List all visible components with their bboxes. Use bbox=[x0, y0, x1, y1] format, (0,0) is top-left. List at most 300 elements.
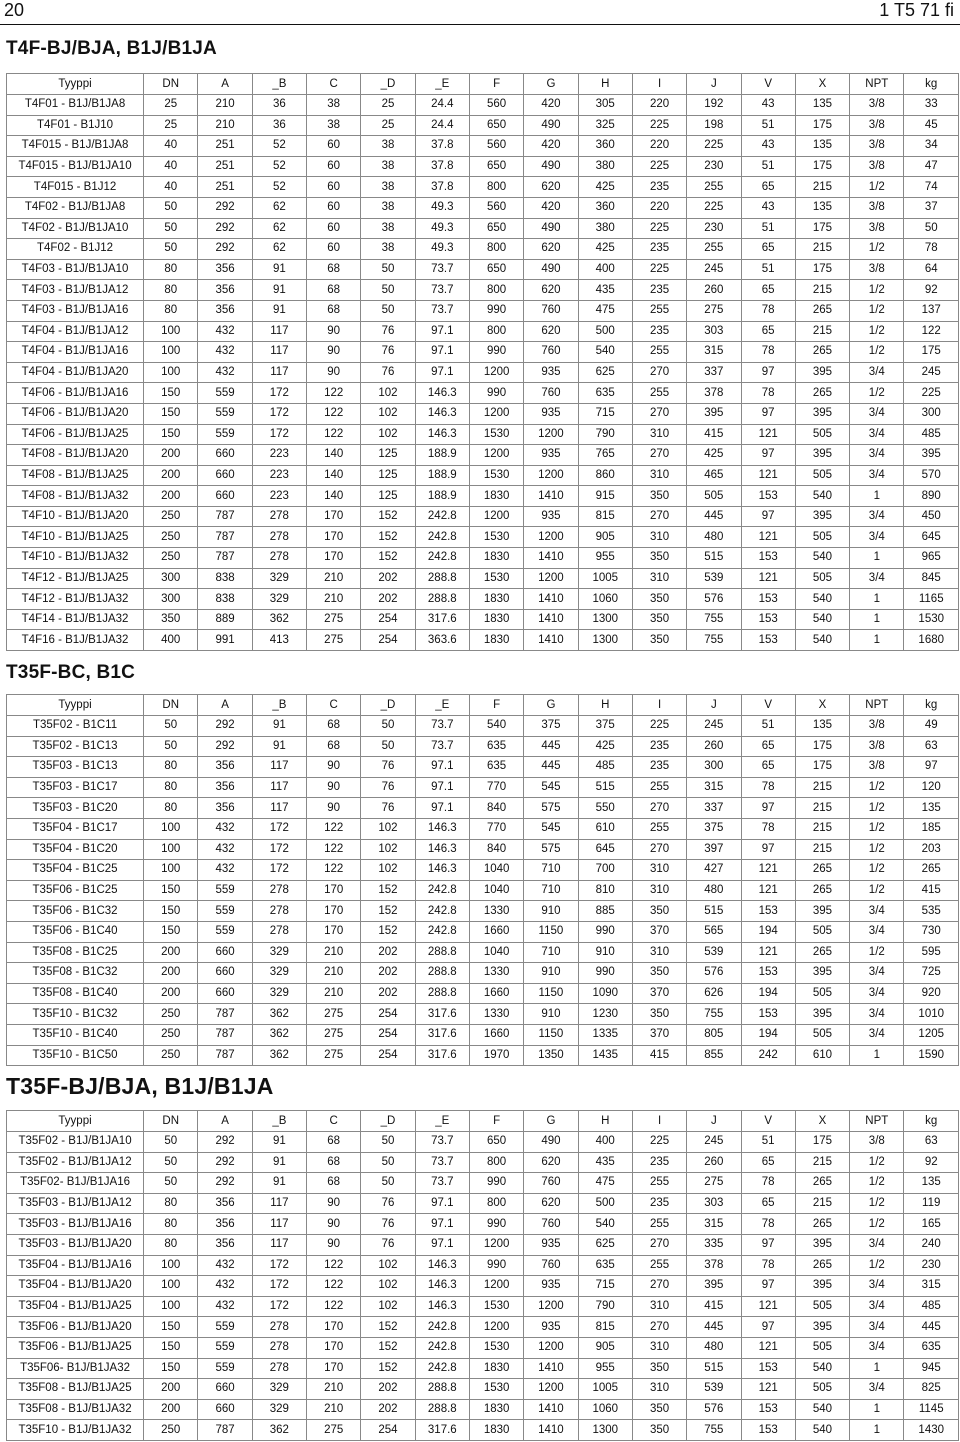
value-cell: 620 bbox=[524, 1152, 578, 1173]
value-cell: 215 bbox=[795, 177, 849, 198]
value-cell: 1200 bbox=[524, 1296, 578, 1317]
column-header: NPT bbox=[850, 695, 904, 716]
type-cell: T35F02 - B1C11 bbox=[7, 716, 144, 737]
value-cell: 350 bbox=[144, 609, 198, 630]
value-cell: 202 bbox=[361, 1379, 415, 1400]
value-cell: 60 bbox=[307, 136, 361, 157]
column-header: Tyyppi bbox=[7, 1111, 144, 1132]
type-cell: T35F04 - B1J/B1JA20 bbox=[7, 1276, 144, 1297]
column-header: G bbox=[524, 1111, 578, 1132]
value-cell: 292 bbox=[198, 239, 252, 260]
table-row bbox=[7, 1214, 959, 1235]
value-cell: 80 bbox=[144, 757, 198, 778]
column-header: J bbox=[687, 695, 741, 716]
value-cell: 254 bbox=[361, 609, 415, 630]
value-cell: 265 bbox=[795, 1214, 849, 1235]
table-row bbox=[7, 218, 959, 239]
value-cell: 200 bbox=[144, 445, 198, 466]
column-header: G bbox=[524, 74, 578, 95]
value-cell: 73.7 bbox=[415, 1173, 469, 1194]
value-cell: 200 bbox=[144, 465, 198, 486]
value-cell: 570 bbox=[904, 465, 959, 486]
value-cell: 210 bbox=[307, 1399, 361, 1420]
value-cell: 395 bbox=[795, 963, 849, 984]
value-cell: 990 bbox=[469, 1255, 523, 1276]
type-cell: T4F14 - B1J/B1JA32 bbox=[7, 609, 144, 630]
value-cell: 845 bbox=[904, 568, 959, 589]
type-cell: T35F06 - B1C25 bbox=[7, 880, 144, 901]
value-cell: 303 bbox=[687, 321, 741, 342]
value-cell: 288.8 bbox=[415, 1379, 469, 1400]
table-row bbox=[7, 1004, 959, 1025]
value-cell: 1410 bbox=[524, 1358, 578, 1379]
value-cell: 64 bbox=[904, 259, 959, 280]
value-cell: 215 bbox=[795, 777, 849, 798]
value-cell: 395 bbox=[795, 506, 849, 527]
value-cell: 362 bbox=[252, 1004, 306, 1025]
value-cell: 1200 bbox=[524, 465, 578, 486]
value-cell: 62 bbox=[252, 239, 306, 260]
column-header: Tyyppi bbox=[7, 695, 144, 716]
value-cell: 760 bbox=[524, 383, 578, 404]
column-header: I bbox=[632, 1111, 686, 1132]
value-cell: 505 bbox=[795, 465, 849, 486]
value-cell: 225 bbox=[632, 218, 686, 239]
value-cell: 278 bbox=[252, 1317, 306, 1338]
value-cell: 485 bbox=[578, 757, 632, 778]
value-cell: 270 bbox=[632, 798, 686, 819]
value-cell: 1970 bbox=[469, 1045, 523, 1066]
value-cell: 490 bbox=[524, 1132, 578, 1153]
value-cell: 24.4 bbox=[415, 115, 469, 136]
value-cell: 539 bbox=[687, 568, 741, 589]
value-cell: 135 bbox=[795, 197, 849, 218]
value-cell: 660 bbox=[198, 486, 252, 507]
value-cell: 73.7 bbox=[415, 259, 469, 280]
value-cell: 991 bbox=[198, 630, 252, 651]
value-cell: 1410 bbox=[524, 486, 578, 507]
value-cell: 425 bbox=[578, 239, 632, 260]
value-cell: 559 bbox=[198, 1317, 252, 1338]
value-cell: 73.7 bbox=[415, 300, 469, 321]
value-cell: 445 bbox=[687, 1317, 741, 1338]
value-cell: 102 bbox=[361, 403, 415, 424]
value-cell: 146.3 bbox=[415, 403, 469, 424]
value-cell: 292 bbox=[198, 1173, 252, 1194]
value-cell: 65 bbox=[741, 321, 795, 342]
value-cell: 223 bbox=[252, 486, 306, 507]
table-row bbox=[7, 1420, 959, 1441]
value-cell: 250 bbox=[144, 1420, 198, 1441]
table-row bbox=[7, 548, 959, 569]
value-cell: 73.7 bbox=[415, 716, 469, 737]
value-cell: 329 bbox=[252, 983, 306, 1004]
value-cell: 310 bbox=[632, 527, 686, 548]
value-cell: 620 bbox=[524, 1193, 578, 1214]
spec-table-t35f-bc bbox=[6, 694, 959, 1066]
value-cell: 172 bbox=[252, 860, 306, 881]
value-cell: 3/8 bbox=[850, 95, 904, 116]
value-cell: 505 bbox=[795, 983, 849, 1004]
value-cell: 310 bbox=[632, 880, 686, 901]
value-cell: 78 bbox=[741, 300, 795, 321]
value-cell: 905 bbox=[578, 1337, 632, 1358]
value-cell: 915 bbox=[578, 486, 632, 507]
value-cell: 610 bbox=[795, 1045, 849, 1066]
table-row bbox=[7, 1234, 959, 1255]
value-cell: 1830 bbox=[469, 630, 523, 651]
value-cell: 100 bbox=[144, 362, 198, 383]
value-cell: 140 bbox=[307, 465, 361, 486]
value-cell: 215 bbox=[795, 839, 849, 860]
value-cell: 175 bbox=[795, 218, 849, 239]
page-header bbox=[0, 0, 960, 26]
value-cell: 363.6 bbox=[415, 630, 469, 651]
value-cell: 1830 bbox=[469, 486, 523, 507]
value-cell: 90 bbox=[307, 757, 361, 778]
value-cell: 265 bbox=[795, 880, 849, 901]
value-cell: 242.8 bbox=[415, 901, 469, 922]
value-cell: 1410 bbox=[524, 548, 578, 569]
type-cell: T4F04 - B1J/B1JA12 bbox=[7, 321, 144, 342]
value-cell: 146.3 bbox=[415, 1255, 469, 1276]
value-cell: 559 bbox=[198, 880, 252, 901]
type-cell: T4F04 - B1J/B1JA20 bbox=[7, 362, 144, 383]
column-header: J bbox=[687, 1111, 741, 1132]
value-cell: 76 bbox=[361, 1234, 415, 1255]
value-cell: 1830 bbox=[469, 548, 523, 569]
value-cell: 760 bbox=[524, 300, 578, 321]
value-cell: 270 bbox=[632, 403, 686, 424]
value-cell: 490 bbox=[524, 115, 578, 136]
value-cell: 755 bbox=[687, 1420, 741, 1441]
value-cell: 68 bbox=[307, 716, 361, 737]
value-cell: 1200 bbox=[469, 1276, 523, 1297]
table-header-row bbox=[7, 1111, 959, 1132]
value-cell: 910 bbox=[524, 1004, 578, 1025]
value-cell: 146.3 bbox=[415, 1276, 469, 1297]
value-cell: 278 bbox=[252, 880, 306, 901]
value-cell: 1150 bbox=[524, 921, 578, 942]
value-cell: 34 bbox=[904, 136, 959, 157]
value-cell: 91 bbox=[252, 716, 306, 737]
value-cell: 215 bbox=[795, 1152, 849, 1173]
value-cell: 310 bbox=[632, 1296, 686, 1317]
value-cell: 175 bbox=[795, 757, 849, 778]
value-cell: 265 bbox=[795, 1255, 849, 1276]
value-cell: 432 bbox=[198, 1296, 252, 1317]
value-cell: 76 bbox=[361, 798, 415, 819]
value-cell: 515 bbox=[578, 777, 632, 798]
value-cell: 559 bbox=[198, 424, 252, 445]
type-cell: T35F06 - B1C40 bbox=[7, 921, 144, 942]
value-cell: 198 bbox=[687, 115, 741, 136]
table-header-row bbox=[7, 695, 959, 716]
value-cell: 135 bbox=[795, 95, 849, 116]
column-header: kg bbox=[904, 695, 959, 716]
value-cell: 1/2 bbox=[850, 777, 904, 798]
value-cell: 480 bbox=[687, 880, 741, 901]
value-cell: 251 bbox=[198, 136, 252, 157]
value-cell: 225 bbox=[904, 383, 959, 404]
value-cell: 1830 bbox=[469, 609, 523, 630]
value-cell: 192 bbox=[687, 95, 741, 116]
value-cell: 380 bbox=[578, 156, 632, 177]
value-cell: 43 bbox=[741, 95, 795, 116]
value-cell: 172 bbox=[252, 383, 306, 404]
value-cell: 3/4 bbox=[850, 424, 904, 445]
value-cell: 245 bbox=[904, 362, 959, 383]
value-cell: 200 bbox=[144, 942, 198, 963]
value-cell: 245 bbox=[687, 259, 741, 280]
value-cell: 3/4 bbox=[850, 901, 904, 922]
value-cell: 710 bbox=[524, 942, 578, 963]
value-cell: 362 bbox=[252, 1024, 306, 1045]
value-cell: 25 bbox=[144, 115, 198, 136]
value-cell: 3/4 bbox=[850, 1234, 904, 1255]
value-cell: 97 bbox=[741, 403, 795, 424]
value-cell: 625 bbox=[578, 1234, 632, 1255]
value-cell: 292 bbox=[198, 218, 252, 239]
value-cell: 292 bbox=[198, 716, 252, 737]
value-cell: 43 bbox=[741, 197, 795, 218]
value-cell: 202 bbox=[361, 589, 415, 610]
value-cell: 68 bbox=[307, 1152, 361, 1173]
value-cell: 3/4 bbox=[850, 921, 904, 942]
value-cell: 215 bbox=[795, 321, 849, 342]
value-cell: 329 bbox=[252, 963, 306, 984]
value-cell: 445 bbox=[524, 736, 578, 757]
column-header: NPT bbox=[850, 74, 904, 95]
value-cell: 68 bbox=[307, 300, 361, 321]
value-cell: 135 bbox=[904, 1173, 959, 1194]
value-cell: 540 bbox=[469, 716, 523, 737]
value-cell: 1/2 bbox=[850, 798, 904, 819]
value-cell: 515 bbox=[687, 1358, 741, 1379]
value-cell: 3/4 bbox=[850, 963, 904, 984]
value-cell: 1410 bbox=[524, 1399, 578, 1420]
value-cell: 310 bbox=[632, 568, 686, 589]
value-cell: 38 bbox=[361, 177, 415, 198]
value-cell: 122 bbox=[307, 1296, 361, 1317]
value-cell: 790 bbox=[578, 424, 632, 445]
value-cell: 787 bbox=[198, 1420, 252, 1441]
table-row bbox=[7, 630, 959, 651]
value-cell: 260 bbox=[687, 280, 741, 301]
value-cell: 62 bbox=[252, 197, 306, 218]
type-cell: T35F03 - B1C17 bbox=[7, 777, 144, 798]
value-cell: 1330 bbox=[469, 963, 523, 984]
value-cell: 97 bbox=[741, 362, 795, 383]
value-cell: 415 bbox=[687, 424, 741, 445]
value-cell: 890 bbox=[904, 486, 959, 507]
spec-table-t35f-bj bbox=[6, 1110, 959, 1441]
column-header: F bbox=[469, 695, 523, 716]
value-cell: 230 bbox=[904, 1255, 959, 1276]
column-header: H bbox=[578, 1111, 632, 1132]
value-cell: 1010 bbox=[904, 1004, 959, 1025]
value-cell: 68 bbox=[307, 736, 361, 757]
type-cell: T35F03 - B1C20 bbox=[7, 798, 144, 819]
value-cell: 270 bbox=[632, 506, 686, 527]
value-cell: 375 bbox=[578, 716, 632, 737]
value-cell: 310 bbox=[632, 942, 686, 963]
value-cell: 122 bbox=[307, 383, 361, 404]
value-cell: 225 bbox=[687, 136, 741, 157]
value-cell: 97.1 bbox=[415, 1234, 469, 1255]
value-cell: 150 bbox=[144, 1337, 198, 1358]
value-cell: 575 bbox=[524, 839, 578, 860]
value-cell: 65 bbox=[741, 1152, 795, 1173]
value-cell: 360 bbox=[578, 136, 632, 157]
value-cell: 435 bbox=[578, 280, 632, 301]
value-cell: 194 bbox=[741, 921, 795, 942]
value-cell: 235 bbox=[632, 1193, 686, 1214]
table-row bbox=[7, 115, 959, 136]
column-header: _B bbox=[252, 695, 306, 716]
value-cell: 121 bbox=[741, 465, 795, 486]
value-cell: 250 bbox=[144, 527, 198, 548]
value-cell: 1530 bbox=[469, 1296, 523, 1317]
value-cell: 50 bbox=[361, 259, 415, 280]
value-cell: 78 bbox=[904, 239, 959, 260]
value-cell: 576 bbox=[687, 1399, 741, 1420]
column-header: X bbox=[795, 1111, 849, 1132]
value-cell: 480 bbox=[687, 1337, 741, 1358]
value-cell: 146.3 bbox=[415, 860, 469, 881]
value-cell: 251 bbox=[198, 156, 252, 177]
value-cell: 36 bbox=[252, 115, 306, 136]
value-cell: 310 bbox=[632, 424, 686, 445]
type-cell: T35F08 - B1C32 bbox=[7, 963, 144, 984]
value-cell: 255 bbox=[632, 383, 686, 404]
value-cell: 150 bbox=[144, 1358, 198, 1379]
value-cell: 68 bbox=[307, 259, 361, 280]
value-cell: 310 bbox=[632, 465, 686, 486]
table-row bbox=[7, 1296, 959, 1317]
value-cell: 170 bbox=[307, 1358, 361, 1379]
value-cell: 356 bbox=[198, 1234, 252, 1255]
value-cell: 559 bbox=[198, 901, 252, 922]
value-cell: 245 bbox=[687, 1132, 741, 1153]
type-cell: T4F02 - B1J12 bbox=[7, 239, 144, 260]
type-cell: T4F12 - B1J/B1JA25 bbox=[7, 568, 144, 589]
value-cell: 102 bbox=[361, 383, 415, 404]
value-cell: 635 bbox=[469, 736, 523, 757]
value-cell: 288.8 bbox=[415, 942, 469, 963]
value-cell: 270 bbox=[632, 839, 686, 860]
value-cell: 91 bbox=[252, 1132, 306, 1153]
value-cell: 78 bbox=[741, 1255, 795, 1276]
value-cell: 787 bbox=[198, 506, 252, 527]
value-cell: 1/2 bbox=[850, 239, 904, 260]
value-cell: 255 bbox=[632, 342, 686, 363]
value-cell: 935 bbox=[524, 1317, 578, 1338]
value-cell: 625 bbox=[578, 362, 632, 383]
type-cell: T35F02- B1J/B1JA16 bbox=[7, 1173, 144, 1194]
type-cell: T35F06- B1J/B1JA32 bbox=[7, 1358, 144, 1379]
value-cell: 370 bbox=[632, 921, 686, 942]
value-cell: 122 bbox=[307, 839, 361, 860]
column-header: X bbox=[795, 74, 849, 95]
value-cell: 175 bbox=[795, 156, 849, 177]
value-cell: 560 bbox=[469, 95, 523, 116]
value-cell: 395 bbox=[795, 362, 849, 383]
spec-table-t4f bbox=[6, 73, 959, 651]
value-cell: 210 bbox=[307, 963, 361, 984]
value-cell: 3/4 bbox=[850, 445, 904, 466]
value-cell: 117 bbox=[252, 777, 306, 798]
value-cell: 1200 bbox=[469, 506, 523, 527]
value-cell: 80 bbox=[144, 300, 198, 321]
value-cell: 1200 bbox=[469, 362, 523, 383]
value-cell: 395 bbox=[687, 403, 741, 424]
value-cell: 230 bbox=[687, 156, 741, 177]
value-cell: 815 bbox=[578, 1317, 632, 1338]
value-cell: 153 bbox=[741, 901, 795, 922]
value-cell: 50 bbox=[144, 197, 198, 218]
value-cell: 350 bbox=[632, 1399, 686, 1420]
value-cell: 955 bbox=[578, 1358, 632, 1379]
value-cell: 97.1 bbox=[415, 1214, 469, 1235]
value-cell: 337 bbox=[687, 798, 741, 819]
value-cell: 50 bbox=[144, 218, 198, 239]
table-row bbox=[7, 486, 959, 507]
type-cell: T35F04 - B1J/B1JA16 bbox=[7, 1255, 144, 1276]
value-cell: 242.8 bbox=[415, 506, 469, 527]
value-cell: 292 bbox=[198, 736, 252, 757]
value-cell: 121 bbox=[741, 527, 795, 548]
value-cell: 97 bbox=[741, 1234, 795, 1255]
value-cell: 540 bbox=[795, 1399, 849, 1420]
value-cell: 3/4 bbox=[850, 465, 904, 486]
value-cell: 175 bbox=[795, 736, 849, 757]
value-cell: 170 bbox=[307, 506, 361, 527]
table-row bbox=[7, 860, 959, 881]
value-cell: 278 bbox=[252, 901, 306, 922]
value-cell: 215 bbox=[795, 1193, 849, 1214]
type-cell: T4F01 - B1J10 bbox=[7, 115, 144, 136]
value-cell: 303 bbox=[687, 1193, 741, 1214]
value-cell: 317.6 bbox=[415, 1024, 469, 1045]
value-cell: 329 bbox=[252, 1379, 306, 1400]
value-cell: 425 bbox=[578, 736, 632, 757]
value-cell: 350 bbox=[632, 1358, 686, 1379]
value-cell: 152 bbox=[361, 880, 415, 901]
value-cell: 420 bbox=[524, 136, 578, 157]
value-cell: 1350 bbox=[524, 1045, 578, 1066]
value-cell: 100 bbox=[144, 1296, 198, 1317]
value-cell: 1/2 bbox=[850, 300, 904, 321]
column-header: J bbox=[687, 74, 741, 95]
value-cell: 97.1 bbox=[415, 757, 469, 778]
value-cell: 37.8 bbox=[415, 177, 469, 198]
value-cell: 660 bbox=[198, 983, 252, 1004]
value-cell: 33 bbox=[904, 95, 959, 116]
value-cell: 395 bbox=[687, 1276, 741, 1297]
value-cell: 90 bbox=[307, 1214, 361, 1235]
value-cell: 255 bbox=[632, 1173, 686, 1194]
value-cell: 250 bbox=[144, 1004, 198, 1025]
value-cell: 360 bbox=[578, 197, 632, 218]
value-cell: 74 bbox=[904, 177, 959, 198]
table-row bbox=[7, 839, 959, 860]
value-cell: 36 bbox=[252, 95, 306, 116]
value-cell: 329 bbox=[252, 568, 306, 589]
type-cell: T35F03 - B1J/B1JA16 bbox=[7, 1214, 144, 1235]
value-cell: 125 bbox=[361, 445, 415, 466]
value-cell: 310 bbox=[632, 1337, 686, 1358]
